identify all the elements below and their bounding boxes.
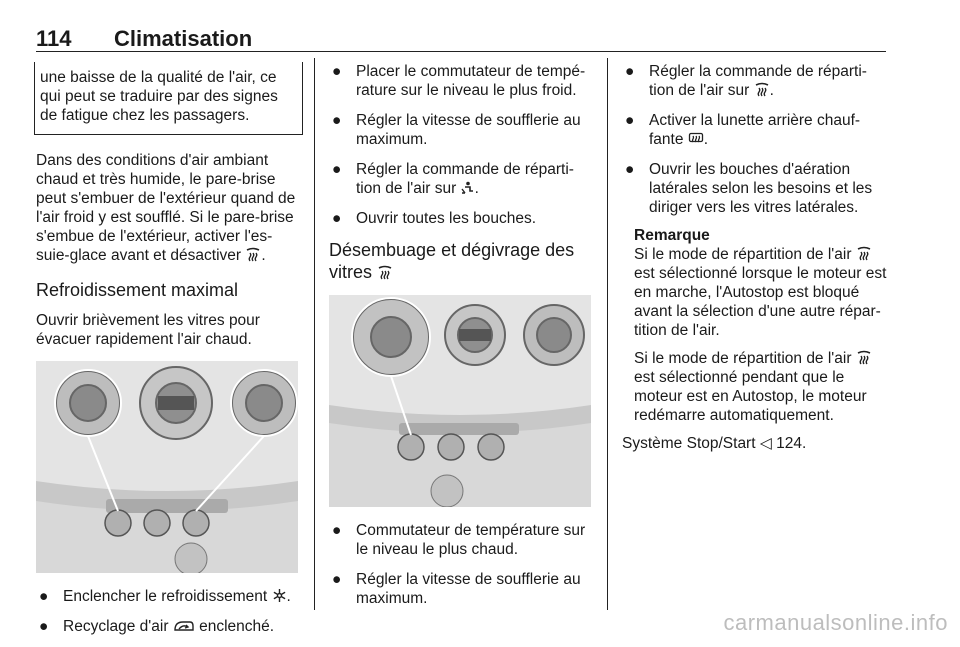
list-defrost: [329, 521, 593, 608]
windscreen-defrost-icon: [377, 265, 393, 280]
page-number: 114: [36, 26, 72, 51]
list-item: ● Activer la lunette arrière chauf-fante .: [625, 112, 861, 148]
rear-window-heating-icon: [688, 132, 704, 146]
column-divider-2: [607, 58, 608, 610]
remark-paragraph-2: Si le mode de répartition de l'air est sélectionné pendant que le moteur est en Autostop, le moteur redémarre automatiquement.: [634, 349, 888, 425]
list-item: ● Recyclage d'air enclenché.: [39, 618, 275, 635]
paragraph-fogging: Dans des conditions d'air ambiant chaud et très humide, le pare-brise peut s'embuer de l'extérieur quand de l'air froid y est soufflé. Si le pare-brise s'embue de l'extérieur, activer l'es-suie-glace avant et désactiver .: [36, 152, 296, 264]
cross-reference[interactable]: [622, 434, 888, 453]
list-item: ● Régler la commande de réparti-tion de l'air sur .: [332, 161, 574, 197]
list-item: ● Régler la commande de réparti-tion de l'air sur .: [625, 63, 867, 99]
column-1: [36, 62, 300, 647]
list-item: ● Ouvrir toutes les bouches.: [332, 210, 537, 227]
air-recirculation-icon: [173, 620, 195, 633]
list-item: ● Enclencher le refroidissement .: [39, 588, 291, 605]
windscreen-defrost-icon: [856, 246, 872, 261]
windscreen-defrost-icon: [856, 350, 872, 365]
remark-title: Remarque: [634, 227, 710, 244]
page-title: Climatisation: [114, 26, 253, 51]
windscreen-defrost-icon: [245, 247, 261, 262]
watermark: carmanualsonline.info: [723, 610, 948, 635]
list-item: ● Régler la vitesse de soufflerie au maximum.: [332, 571, 581, 607]
column-2: [329, 62, 593, 619]
snowflake-ac-icon: [272, 588, 287, 603]
column-divider-1: [314, 58, 315, 610]
xref-page[interactable]: 124.: [776, 435, 807, 452]
remark-paragraph-1: Si le mode de répartition de l'air est sélectionné lorsque le moteur est en marche, l'Autostop est bloqué avant la sélection d'une autre répar-tition de l'air.: [634, 246, 887, 339]
column-3: [622, 62, 888, 462]
list-item: ● Placer le commutateur de tempé-rature sur le niveau le plus froid.: [332, 63, 586, 99]
header-rule: [36, 51, 886, 52]
list-item: ● Commutateur de température sur le niveau le plus chaud.: [332, 522, 586, 558]
climate-panel-photo-cold: [36, 361, 298, 573]
list-item: ● Ouvrir les bouches d'aération latérales selon les besoins et les diriger vers les vitres latérales.: [625, 161, 873, 216]
windscreen-defrost-icon: [754, 82, 770, 97]
xref-text[interactable]: Système Stop/Start: [622, 435, 756, 452]
heading-defrost: Désembuage et dégivrage des vitres: [329, 240, 575, 282]
page-header: [36, 18, 886, 52]
note-box: [34, 62, 303, 135]
list-max-cooling: [36, 587, 300, 636]
note-text: une baisse de la qualité de l'air, ce qui peut se traduire par des signes de fatigue chez les passagers.: [40, 69, 278, 124]
xref-arrow-icon: ◁: [759, 435, 772, 452]
heading-max-cooling: Refroidissement maximal: [36, 280, 239, 300]
list-defrost-continued: [622, 62, 888, 217]
climate-panel-photo-defrost: [329, 295, 591, 507]
paragraph-windows: Ouvrir brièvement les vitres pour évacuer rapidement l'air chaud.: [36, 312, 260, 348]
list-max-cooling-continued: [329, 62, 593, 228]
remark-block: [622, 226, 888, 425]
floor-vent-icon: [461, 181, 475, 195]
list-item: ● Régler la vitesse de soufflerie au maximum.: [332, 112, 581, 148]
